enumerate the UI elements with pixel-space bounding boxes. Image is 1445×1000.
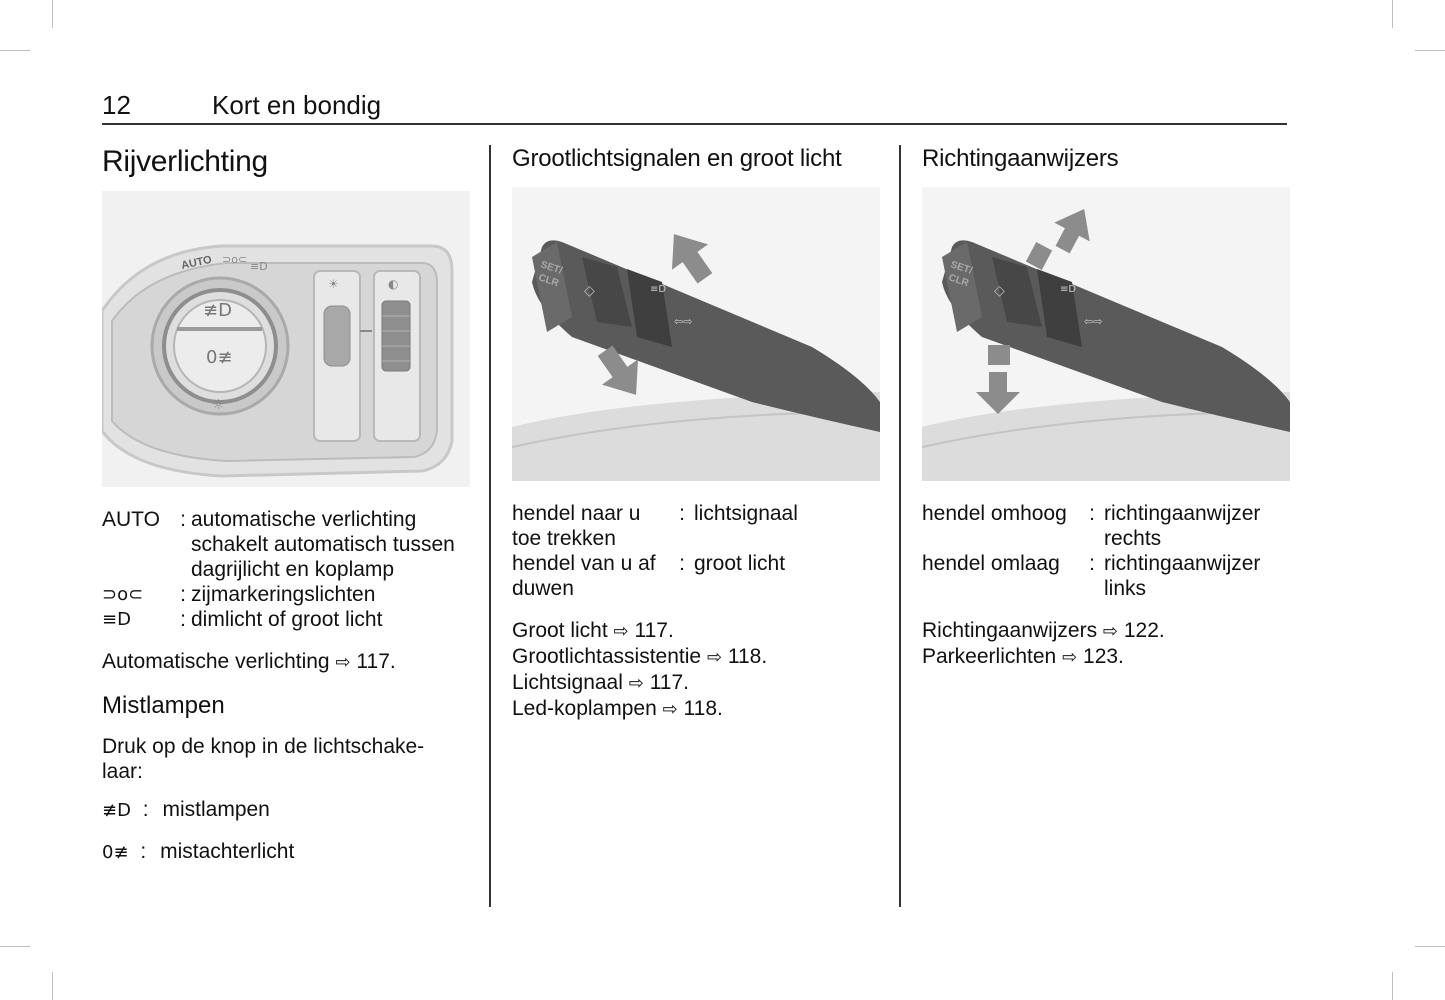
- section-title: Rijverlichting: [102, 145, 268, 178]
- fog-desc: mistachterlicht: [160, 840, 295, 863]
- crop-mark: [1415, 50, 1445, 51]
- definition-list: [922, 501, 1292, 601]
- cruise-icon: ◇: [584, 283, 595, 299]
- cross-reference-page: 123.: [1083, 645, 1124, 668]
- definition-desc: lichtsignaal: [694, 502, 798, 525]
- page-ref-arrow-icon: ⇨: [1102, 621, 1119, 642]
- cross-reference-page: 118.: [727, 645, 768, 668]
- instrument-light-icon: ☀: [328, 277, 339, 291]
- brightness-icon: ☼: [212, 397, 225, 413]
- rear-fog-light-icon: 0≢: [206, 347, 233, 368]
- turn-signal-icon: ⇦⇨: [674, 315, 693, 328]
- page-ref-arrow-icon: ⇨: [662, 699, 678, 720]
- crop-mark: [1415, 946, 1445, 947]
- cross-reference: [922, 644, 1292, 670]
- clr-label: CLR: [537, 272, 561, 290]
- cross-reference: [512, 670, 882, 696]
- cross-reference: [512, 696, 882, 722]
- definition-colon: :: [180, 508, 186, 531]
- definition-colon: :: [1089, 552, 1095, 575]
- cross-reference-text: Parkeerlichten: [922, 645, 1057, 668]
- subsection-title: Mistlampen: [102, 692, 225, 719]
- cross-reference-page: 117.: [634, 619, 674, 642]
- fog-intro: Druk op de knop in de lichtschake-laar:: [102, 735, 425, 783]
- page-number: 12: [102, 90, 131, 120]
- section-title: Grootlichtsignalen en groot licht: [512, 145, 842, 172]
- cross-reference-text: Led-koplampen: [512, 697, 657, 720]
- front-fog-light-icon: ≢D: [203, 300, 232, 321]
- cross-reference: [512, 618, 882, 644]
- definition-desc: richtingaanwijzer links: [1104, 552, 1261, 600]
- clr-label: CLR: [947, 272, 971, 290]
- cross-reference-text: Richtingaanwijzers: [922, 619, 1098, 642]
- headlight-range-icon: ◐: [388, 277, 399, 291]
- crop-mark: [0, 50, 30, 51]
- definition-row: [102, 607, 472, 632]
- definition-row: [102, 582, 472, 607]
- definition-colon: :: [140, 840, 147, 863]
- fog-row: [102, 797, 472, 823]
- page-ref-arrow-icon: ⇨: [628, 673, 644, 694]
- crop-mark: [52, 0, 53, 28]
- cross-reference-page: 117.: [356, 650, 396, 673]
- high-beam-stalk-figure: [512, 187, 880, 481]
- definition-term: AUTO: [102, 508, 160, 531]
- definition-colon: :: [180, 583, 186, 606]
- rear-fog-light-icon: 0≢: [102, 842, 129, 863]
- definition-term: hendel naar u toe trekken: [512, 502, 641, 550]
- definition-list: [512, 501, 882, 601]
- crop-mark: [1392, 0, 1393, 28]
- definition-row: [922, 501, 1292, 551]
- definition-colon: :: [180, 608, 186, 631]
- page-ref-arrow-icon: ⇨: [613, 621, 629, 642]
- cross-reference-text: Grootlichtassistentie: [512, 645, 702, 668]
- page-ref-arrow-icon: ⇨: [335, 652, 351, 673]
- header-divider: [102, 123, 1287, 125]
- column-turn-signals: [922, 140, 1292, 670]
- definition-desc: richtingaanwijzer rechts: [1104, 502, 1261, 550]
- crop-mark: [52, 972, 53, 1000]
- column-divider: [489, 145, 491, 907]
- cruise-icon: ◇: [994, 283, 1005, 299]
- cross-reference-page: 122.: [1123, 619, 1165, 642]
- turn-signal-icon: ⇦⇨: [1084, 315, 1103, 328]
- cross-reference: [512, 644, 882, 670]
- low-high-beam-icon: ≡D: [102, 609, 131, 630]
- light-switch-figure: [102, 191, 470, 487]
- front-fog-light-icon: ≢D: [102, 800, 131, 821]
- cross-reference: [922, 618, 1292, 644]
- side-marker-lights-icon: ⊃o⊂: [102, 584, 144, 605]
- crop-mark: [0, 946, 30, 947]
- fog-desc: mistlampen: [162, 798, 270, 821]
- high-beam-assist-icon: ≡D: [650, 284, 667, 295]
- cross-reference: [102, 649, 472, 675]
- down-arrow-tail: [988, 345, 1010, 365]
- definition-row: [922, 551, 1292, 601]
- cross-reference-text: Automatische verlichting: [102, 650, 330, 673]
- chapter-title: Kort en bondig: [212, 90, 382, 120]
- definition-desc: dimlicht of groot licht: [191, 608, 383, 631]
- cross-reference-page: 117.: [649, 671, 690, 694]
- side-marker-lights-icon: ⊃o⊂: [222, 253, 248, 266]
- crop-mark: [1392, 972, 1393, 1000]
- fog-row: [102, 839, 472, 865]
- definition-term: hendel van u af duwen: [512, 552, 656, 600]
- page-ref-arrow-icon: ⇨: [1062, 647, 1078, 668]
- definition-colon: :: [142, 798, 149, 821]
- cross-reference-text: Lichtsignaal: [512, 671, 623, 694]
- column-divider: [899, 145, 901, 907]
- definition-term: hendel omlaag: [922, 552, 1060, 575]
- low-high-beam-icon: ≡D: [250, 260, 268, 273]
- definition-colon: :: [679, 552, 685, 575]
- definition-row: [512, 551, 882, 601]
- set-label: SET/: [949, 259, 974, 277]
- definition-row: [102, 507, 472, 582]
- cross-reference-page: 118.: [683, 697, 723, 720]
- column-high-beam: [512, 140, 882, 722]
- auto-label: AUTO: [180, 253, 213, 272]
- column-driving-lights: [102, 140, 472, 865]
- definition-row: [512, 501, 882, 551]
- set-label: SET/: [539, 259, 564, 277]
- definition-desc: groot licht: [694, 552, 786, 575]
- definition-colon: :: [679, 502, 685, 525]
- turn-signal-stalk-figure: [922, 187, 1290, 481]
- high-beam-assist-icon: ≡D: [1060, 284, 1077, 295]
- definition-term: hendel omhoog: [922, 502, 1067, 525]
- definition-list: [102, 507, 472, 632]
- definition-desc: zijmarkeringslichten: [191, 583, 376, 606]
- page-ref-arrow-icon: ⇨: [706, 647, 723, 668]
- cross-reference-text: Groot licht: [512, 619, 608, 642]
- definition-desc: automatische verlichting schakelt automatisch tussen dagrijlicht en koplamp: [191, 508, 455, 581]
- definition-colon: :: [1089, 502, 1095, 525]
- section-title: Richtingaanwijzers: [922, 145, 1119, 172]
